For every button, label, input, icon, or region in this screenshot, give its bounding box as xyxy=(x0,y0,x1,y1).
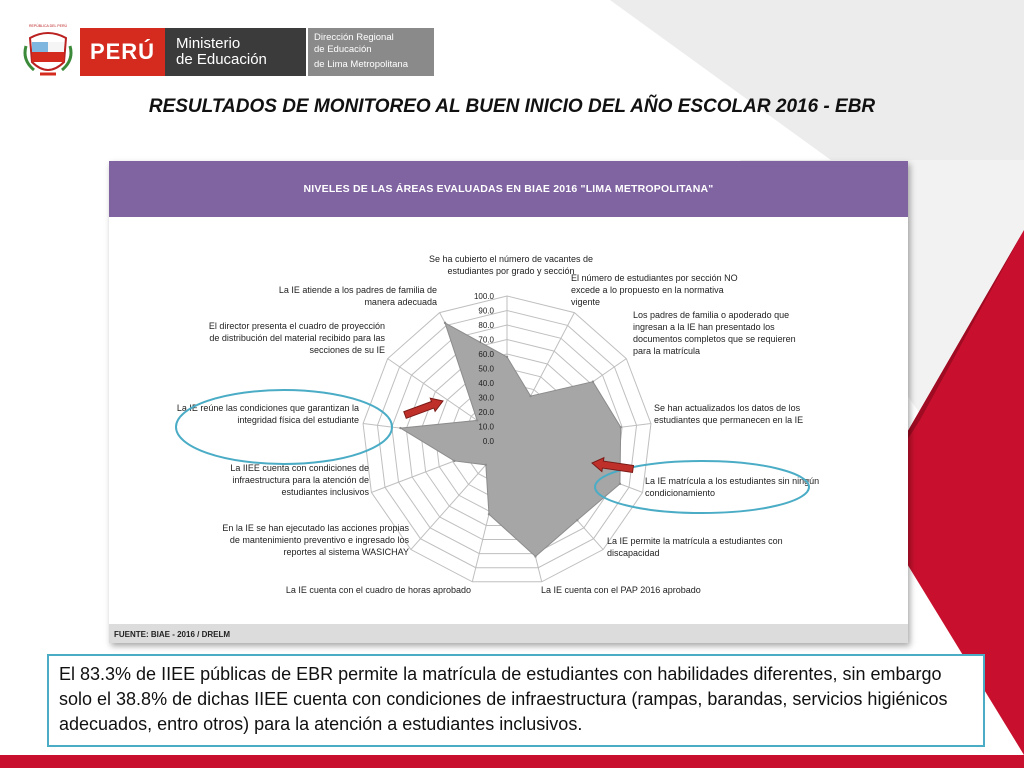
category-label: En la IE se han ejecutado las acciones propias de mantenimiento preventivo e ingresado los reportes al sistema WASICHAY xyxy=(222,523,409,557)
tick-label: 30.0 xyxy=(478,393,494,403)
category-label: Se ha cubierto el número de vacantes de estudiantes por grado y sección xyxy=(428,254,594,276)
dre-line-3: de Lima Metropolitana xyxy=(314,59,408,70)
category-label: La IE cuenta con el cuadro de horas aprobado xyxy=(285,585,471,595)
tick-label: 60.0 xyxy=(478,350,494,359)
data-point xyxy=(476,419,478,421)
slide-title: RESULTADOS DE MONITOREO AL BUEN INICIO DEL AÑO ESCOLAR 2016 - EBR xyxy=(148,96,876,117)
tick-label: 80.0 xyxy=(478,321,494,330)
data-point xyxy=(444,322,446,324)
category-label: La IE cuenta con el PAP 2016 aprobado xyxy=(541,585,701,595)
bottom-bar xyxy=(0,755,1024,768)
tick-label: 100.0 xyxy=(473,292,494,301)
highlight-ellipse-infraestructura xyxy=(176,390,392,464)
tick-label: 50.0 xyxy=(478,364,494,374)
category-label: La IE permite la matrícula a estudiantes con discapacidad xyxy=(607,536,783,558)
tick-label: 0.0 xyxy=(482,437,494,446)
data-point xyxy=(620,426,622,428)
dre-line-1: Dirección Regional xyxy=(314,32,394,43)
category-label: El director presenta el cuadro de proyección de distribución del material recibido para las secciones de su IE xyxy=(208,321,385,355)
arrow-infraestructura-icon xyxy=(404,398,443,418)
data-area xyxy=(400,323,620,557)
data-point xyxy=(619,483,621,485)
data-point xyxy=(453,460,455,462)
tick-label: 90.0 xyxy=(478,306,494,316)
data-point xyxy=(488,513,490,515)
category-label: Se han actualizados los datos de los estudiantes que permanecen en la IE xyxy=(654,403,804,425)
data-point xyxy=(576,519,578,521)
ministry-label xyxy=(165,28,306,76)
shield-text: REPÚBLICA DEL PERÚ xyxy=(29,24,67,28)
data-point xyxy=(534,555,536,557)
ministry-line-2: de Educación xyxy=(176,51,267,68)
category-label: La IIEE cuenta con condiciones de infraestructura para la atención de estudiantes inclusivos xyxy=(230,463,369,497)
ministry-line-1: Ministerio xyxy=(176,35,241,52)
data-point xyxy=(399,427,401,429)
tick-label: 10.0 xyxy=(478,422,494,432)
coat-of-arms-icon xyxy=(22,24,74,80)
tick-label: 20.0 xyxy=(478,408,494,417)
data-point xyxy=(592,380,594,382)
radar-chart xyxy=(109,161,908,624)
data-point xyxy=(506,356,508,358)
tick-label: 70.0 xyxy=(478,335,494,345)
summary-text: El 83.3% de IIEE públicas de EBR permite la matrícula de estudiantes con habilidades diferentes, sin embargo solo el 38.8% de dichas IIEE cuenta con condiciones de infraestructura (rampas, barandas, servicios higiénicos adecuados, entro otros) para la atención a estudiantes inclusivos. xyxy=(47,654,985,747)
tick-label: 40.0 xyxy=(478,379,494,388)
data-point xyxy=(485,464,487,466)
category-label: La IE atiende a los padres de familia de manera adecuada xyxy=(278,285,437,307)
data-point xyxy=(529,395,531,397)
chart-title: NIVELES DE LAS ÁREAS EVALUADAS EN BIAE 2016 "LIMA METROPOLITANA" xyxy=(109,161,908,217)
radar-chart-panel xyxy=(109,161,908,643)
category-label: El número de estudiantes por sección NO excede a lo propuesto en la normativa vigente xyxy=(571,273,738,307)
dre-label xyxy=(308,28,434,76)
category-label: La IE matrícula a los estudiantes sin ningún condicionamiento xyxy=(645,476,820,498)
category-label: Los padres de familia o apoderado que ingresan a la IE han presentado los documentos completos que se requieren para la matrícula xyxy=(633,310,796,356)
category-label: La IE reúne las condiciones que garantizan la integridad física del estudiante xyxy=(176,403,359,425)
chart-source: FUENTE: BIAE - 2016 / DRELM xyxy=(109,624,908,643)
peru-label: PERÚ xyxy=(80,28,165,76)
dre-line-2: de Educación xyxy=(314,43,372,55)
ministry-logo xyxy=(22,24,436,80)
